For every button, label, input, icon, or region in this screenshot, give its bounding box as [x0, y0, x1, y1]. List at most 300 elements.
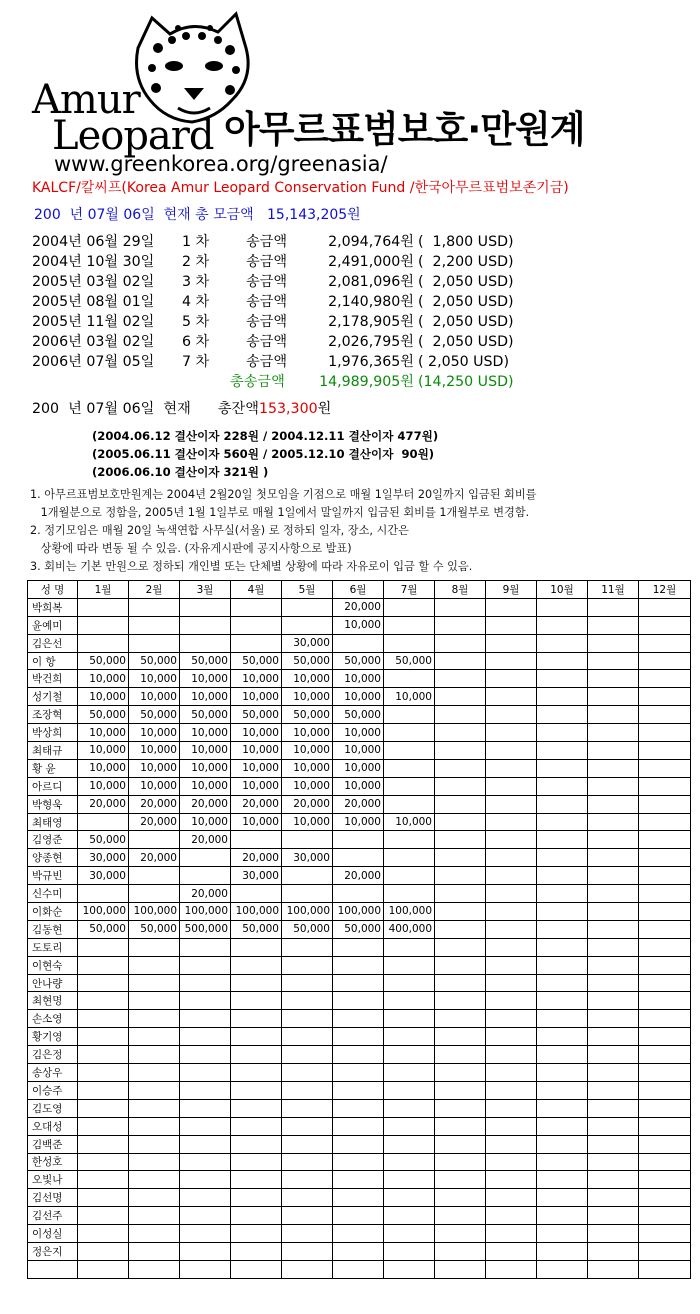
- transfer-date: 2006년 03월 02일: [32, 334, 155, 350]
- dues-cell: [588, 724, 639, 742]
- logo-url[interactable]: www.greenkorea.org/greenasia/: [54, 152, 388, 176]
- dues-cell: [537, 1225, 588, 1243]
- dues-cell: [486, 688, 537, 706]
- dues-cell: [486, 759, 537, 777]
- interest-line: (2004.06.12 결산이자 228원 / 2004.12.11 결산이자 477원): [92, 429, 439, 443]
- dues-cell: [588, 974, 639, 992]
- dues-cell: [384, 706, 435, 724]
- dues-cell: [486, 849, 537, 867]
- dues-cell: 50,000: [129, 652, 180, 670]
- table-row: [28, 867, 691, 885]
- dues-cell: [78, 1046, 129, 1064]
- dues-cell: [129, 1135, 180, 1153]
- dues-cell: 10,000: [231, 688, 282, 706]
- dues-cell: [639, 1171, 691, 1189]
- dues-cell: [537, 795, 588, 813]
- dues-cell: [435, 1117, 486, 1135]
- dues-cell: [537, 885, 588, 903]
- dues-cell: [282, 1153, 333, 1171]
- dues-cell: [78, 1260, 129, 1278]
- interest-notes: [92, 427, 438, 481]
- dues-cell: [639, 1010, 691, 1028]
- table-row: [28, 1117, 691, 1135]
- dues-cell: [537, 849, 588, 867]
- table-row: [28, 1099, 691, 1117]
- dues-cell: [588, 1081, 639, 1099]
- transfer-amount: 2,081,096원: [328, 274, 414, 290]
- dues-cell: [78, 1028, 129, 1046]
- dues-cell: [537, 867, 588, 885]
- dues-cell: [588, 616, 639, 634]
- dues-cell: 10,000: [333, 616, 384, 634]
- dues-cell: [78, 1010, 129, 1028]
- dues-cell: [537, 1260, 588, 1278]
- dues-cell: [384, 1225, 435, 1243]
- dues-cell: 10,000: [231, 670, 282, 688]
- dues-cell: [588, 1135, 639, 1153]
- dues-cell: [639, 849, 691, 867]
- dues-cell: [537, 1135, 588, 1153]
- dues-cell: [537, 1242, 588, 1260]
- transfer-usd: ( 2,050 USD): [418, 354, 510, 370]
- dues-cell: [639, 1242, 691, 1260]
- transfer-usd: ( 1,800 USD): [418, 234, 514, 250]
- dues-cell: 10,000: [333, 742, 384, 760]
- transfer-label: 송금액: [246, 334, 288, 350]
- table-row: [28, 652, 691, 670]
- dues-cell: [435, 956, 486, 974]
- dues-cell: [435, 974, 486, 992]
- table-row: [28, 1153, 691, 1171]
- dues-cell: 50,000: [333, 920, 384, 938]
- dues-cell: 50,000: [78, 652, 129, 670]
- dues-cell: 10,000: [129, 777, 180, 795]
- dues-cell: [639, 831, 691, 849]
- dues-cell: [384, 956, 435, 974]
- dues-cell: [537, 634, 588, 652]
- dues-cell: [282, 1028, 333, 1046]
- column-header-month: 8월: [435, 581, 486, 599]
- dues-cell: [639, 706, 691, 724]
- dues-cell: [384, 1242, 435, 1260]
- dues-cell: [435, 1028, 486, 1046]
- dues-cell: 50,000: [282, 706, 333, 724]
- dues-cell: [639, 1046, 691, 1064]
- dues-cell: [384, 1046, 435, 1064]
- transfer-usd: ( 2,200 USD): [418, 254, 514, 270]
- table-row: [28, 1064, 691, 1082]
- logo-korean-title: 아무르표범보호·만원계: [224, 108, 585, 151]
- table-header-row: [28, 581, 691, 599]
- balance-prefix: 200 년 07월 06일 현재 총잔액: [32, 401, 259, 417]
- dues-cell: [78, 1242, 129, 1260]
- dues-cell: [333, 1099, 384, 1117]
- dues-cell: [639, 1189, 691, 1207]
- dues-cell: [537, 1081, 588, 1099]
- dues-cell: [333, 1207, 384, 1225]
- dues-cell: 10,000: [231, 777, 282, 795]
- dues-cell: [231, 1153, 282, 1171]
- dues-cell: 30,000: [282, 634, 333, 652]
- dues-cell: 10,000: [384, 813, 435, 831]
- dues-cell: [588, 1028, 639, 1046]
- dues-cell: [78, 1064, 129, 1082]
- dues-cell: [639, 992, 691, 1010]
- dues-cell: [639, 652, 691, 670]
- dues-cell: [180, 1207, 231, 1225]
- dues-cell: [78, 938, 129, 956]
- table-row: [28, 1028, 691, 1046]
- dues-cell: 100,000: [333, 903, 384, 921]
- member-name-cell: 이 항: [28, 652, 78, 670]
- dues-cell: [129, 1242, 180, 1260]
- dues-cell: [435, 670, 486, 688]
- dues-cell: 10,000: [180, 813, 231, 831]
- dues-cell: [180, 598, 231, 616]
- dues-cell: [282, 938, 333, 956]
- dues-cell: 10,000: [282, 759, 333, 777]
- member-name-cell: 이화순: [28, 903, 78, 921]
- table-row: [28, 938, 691, 956]
- dues-cell: [639, 1064, 691, 1082]
- dues-cell: [231, 634, 282, 652]
- dues-cell: [78, 616, 129, 634]
- dues-cell: 10,000: [333, 777, 384, 795]
- dues-cell: 400,000: [384, 920, 435, 938]
- table-row: [28, 1135, 691, 1153]
- dues-cell: [180, 867, 231, 885]
- dues-cell: [384, 1207, 435, 1225]
- transfer-date: 2005년 03월 02일: [32, 274, 155, 290]
- dues-cell: [639, 938, 691, 956]
- dues-cell: [588, 1010, 639, 1028]
- member-name-cell: 양종현: [28, 849, 78, 867]
- dues-cell: [78, 1189, 129, 1207]
- dues-cell: [78, 1153, 129, 1171]
- dues-cell: [639, 1117, 691, 1135]
- dues-cell: [384, 724, 435, 742]
- dues-cell: 100,000: [282, 903, 333, 921]
- dues-cell: [78, 956, 129, 974]
- balance-amount: 153,300: [258, 401, 318, 417]
- dues-cell: [639, 974, 691, 992]
- transfer-label: 송금액: [246, 274, 288, 290]
- dues-cell: [639, 1135, 691, 1153]
- member-name-cell: 박상희: [28, 724, 78, 742]
- dues-cell: [639, 634, 691, 652]
- dues-cell: [333, 1028, 384, 1046]
- transfer-amount: 2,094,764원: [328, 234, 414, 250]
- dues-cell: [333, 1081, 384, 1099]
- dues-cell: [180, 634, 231, 652]
- dues-cell: [537, 670, 588, 688]
- dues-cell: [486, 1207, 537, 1225]
- transfer-usd: ( 2,050 USD): [418, 314, 514, 330]
- dues-cell: [180, 1010, 231, 1028]
- dues-cell: [435, 706, 486, 724]
- dues-cell: [384, 1135, 435, 1153]
- dues-cell: [588, 956, 639, 974]
- dues-cell: 10,000: [282, 670, 333, 688]
- table-row: [28, 956, 691, 974]
- dues-cell: [486, 1135, 537, 1153]
- dues-cell: [588, 1225, 639, 1243]
- table-row: [28, 831, 691, 849]
- member-name-cell: 박건희: [28, 670, 78, 688]
- dues-cell: [588, 795, 639, 813]
- dues-cell: 20,000: [129, 795, 180, 813]
- transfer-usd: ( 2,050 USD): [418, 334, 514, 350]
- dues-cell: [537, 652, 588, 670]
- dues-cell: [129, 885, 180, 903]
- dues-cell: [180, 1135, 231, 1153]
- dues-cell: [333, 1242, 384, 1260]
- member-name-cell: 성기철: [28, 688, 78, 706]
- dues-cell: [180, 1064, 231, 1082]
- dues-cell: [639, 795, 691, 813]
- dues-cell: [435, 1225, 486, 1243]
- dues-cell: [333, 1010, 384, 1028]
- member-name-cell: 박형욱: [28, 795, 78, 813]
- dues-cell: [588, 1117, 639, 1135]
- member-name-cell: 한성호: [28, 1153, 78, 1171]
- dues-cell: [180, 992, 231, 1010]
- transfer-date: 2006년 07월 05일: [32, 354, 155, 370]
- dues-cell: 10,000: [231, 724, 282, 742]
- dues-cell: [588, 1207, 639, 1225]
- dues-cell: [78, 634, 129, 652]
- dues-cell: 20,000: [333, 598, 384, 616]
- member-name-cell: 안나량: [28, 974, 78, 992]
- dues-cell: [639, 885, 691, 903]
- dues-cell: [282, 1207, 333, 1225]
- dues-cell: 10,000: [282, 742, 333, 760]
- dues-cell: 50,000: [282, 920, 333, 938]
- dues-cell: [129, 634, 180, 652]
- dues-cell: [588, 1153, 639, 1171]
- dues-cell: [486, 992, 537, 1010]
- dues-cell: 10,000: [282, 777, 333, 795]
- dues-cell: [384, 1099, 435, 1117]
- dues-cell: [435, 938, 486, 956]
- dues-cell: [282, 867, 333, 885]
- transfer-amount: 1,976,365원: [328, 354, 414, 370]
- member-name-cell: 황 윤: [28, 759, 78, 777]
- dues-cell: [129, 1189, 180, 1207]
- dues-cell: [333, 1153, 384, 1171]
- dues-cell: 10,000: [180, 670, 231, 688]
- dues-cell: [231, 992, 282, 1010]
- dues-cell: [537, 903, 588, 921]
- dues-cell: [129, 1064, 180, 1082]
- note-line: 1개월분으로 정함을, 2005년 1월 1일부로 매월 1일에서 말일까지 입금된 회비를 1개월부로 변경함.: [30, 506, 530, 519]
- table-row: [28, 706, 691, 724]
- dues-cell: 10,000: [78, 724, 129, 742]
- dues-cell: [435, 992, 486, 1010]
- dues-cell: [384, 795, 435, 813]
- dues-cell: [588, 652, 639, 670]
- dues-cell: [537, 831, 588, 849]
- dues-cell: [537, 742, 588, 760]
- dues-cell: [231, 1225, 282, 1243]
- transfer-order: 4 차: [182, 294, 210, 310]
- table-row: [28, 992, 691, 1010]
- dues-cell: [333, 974, 384, 992]
- dues-cell: 50,000: [78, 920, 129, 938]
- dues-cell: [180, 1099, 231, 1117]
- dues-cell: [282, 1189, 333, 1207]
- dues-cell: [384, 1189, 435, 1207]
- dues-cell: [231, 938, 282, 956]
- dues-cell: [486, 1117, 537, 1135]
- dues-cell: 10,000: [231, 742, 282, 760]
- table-row: [28, 813, 691, 831]
- dues-cell: 50,000: [384, 652, 435, 670]
- dues-cell: [180, 1081, 231, 1099]
- table-row: [28, 670, 691, 688]
- member-name-cell: 오대성: [28, 1117, 78, 1135]
- dues-cell: [282, 992, 333, 1010]
- dues-cell: [588, 920, 639, 938]
- transfer-date: 2005년 08월 01일: [32, 294, 155, 310]
- dues-cell: 10,000: [78, 742, 129, 760]
- dues-cell: [384, 992, 435, 1010]
- note-line: 1. 아무르표범보호만원계는 2004년 2월20일 첫모임을 기점으로 매월 1일부터 20일까지 입금된 회비를: [30, 488, 537, 501]
- dues-cell: [435, 1171, 486, 1189]
- dues-cell: [588, 598, 639, 616]
- dues-cell: [486, 742, 537, 760]
- interest-line: (2006.06.10 결산이자 321원 ): [92, 465, 269, 479]
- dues-cell: [384, 616, 435, 634]
- dues-cell: [129, 974, 180, 992]
- member-name-cell: 김백준: [28, 1135, 78, 1153]
- dues-cell: [486, 724, 537, 742]
- dues-cell: [435, 598, 486, 616]
- dues-cell: [486, 831, 537, 849]
- member-name-cell: 최태영: [28, 813, 78, 831]
- dues-cell: [129, 1010, 180, 1028]
- dues-cell: [639, 1028, 691, 1046]
- member-name-cell: 박희복: [28, 598, 78, 616]
- transfer-date: 2005년 11월 02일: [32, 314, 155, 330]
- transfer-order: 6 차: [182, 334, 210, 350]
- dues-cell: 10,000: [180, 688, 231, 706]
- dues-cell: [588, 938, 639, 956]
- dues-cell: [282, 1117, 333, 1135]
- table-row: [28, 1081, 691, 1099]
- dues-cell: [435, 1260, 486, 1278]
- column-header-month: 4월: [231, 581, 282, 599]
- dues-cell: [486, 1081, 537, 1099]
- dues-cell: 10,000: [129, 670, 180, 688]
- dues-cell: [435, 1242, 486, 1260]
- table-row: [28, 795, 691, 813]
- interest-line: (2005.06.11 결산이자 560원 / 2005.12.10 결산이자 90원): [92, 447, 435, 461]
- dues-cell: [78, 1225, 129, 1243]
- column-header-month: 2월: [129, 581, 180, 599]
- member-name-cell: 정은지: [28, 1242, 78, 1260]
- dues-cell: [333, 1260, 384, 1278]
- dues-cell: 50,000: [282, 652, 333, 670]
- dues-cell: [282, 1081, 333, 1099]
- dues-cell: [180, 1225, 231, 1243]
- dues-cell: 20,000: [129, 849, 180, 867]
- dues-cell: [435, 795, 486, 813]
- member-name-cell: 최현명: [28, 992, 78, 1010]
- dues-cell: 20,000: [129, 813, 180, 831]
- dues-cell: [180, 616, 231, 634]
- column-header-month: 6월: [333, 581, 384, 599]
- dues-cell: 500,000: [180, 920, 231, 938]
- dues-cell: [282, 1260, 333, 1278]
- dues-cell: [180, 974, 231, 992]
- dues-cell: [231, 1117, 282, 1135]
- dues-cell: [231, 1135, 282, 1153]
- dues-cell: [639, 1225, 691, 1243]
- transfer-order: 3 차: [182, 274, 210, 290]
- dues-cell: [333, 938, 384, 956]
- dues-cell: [537, 706, 588, 724]
- dues-cell: 10,000: [231, 813, 282, 831]
- dues-cell: 30,000: [78, 867, 129, 885]
- dues-cell: [435, 616, 486, 634]
- dues-cell: [435, 1099, 486, 1117]
- dues-cell: [282, 1099, 333, 1117]
- dues-cell: [180, 1260, 231, 1278]
- column-header-month: 3월: [180, 581, 231, 599]
- dues-cell: [435, 831, 486, 849]
- transfer-amount: 2,026,795원: [328, 334, 414, 350]
- dues-cell: [129, 1099, 180, 1117]
- table-row: [28, 1171, 691, 1189]
- dues-cell: 20,000: [180, 885, 231, 903]
- member-name-cell: 김은선: [28, 634, 78, 652]
- transfer-usd: ( 2,050 USD): [418, 274, 514, 290]
- dues-cell: 10,000: [78, 670, 129, 688]
- dues-cell: 10,000: [282, 724, 333, 742]
- dues-cell: [384, 831, 435, 849]
- dues-cell: [639, 759, 691, 777]
- dues-cell: 20,000: [333, 795, 384, 813]
- dues-cell: [384, 598, 435, 616]
- dues-cell: [231, 598, 282, 616]
- dues-cell: [78, 992, 129, 1010]
- transfer-label: 송금액: [246, 354, 288, 370]
- dues-cell: 10,000: [333, 724, 384, 742]
- dues-cell: [639, 688, 691, 706]
- transfer-amount: 2,140,980원: [328, 294, 414, 310]
- table-row: [28, 903, 691, 921]
- dues-cell: [588, 634, 639, 652]
- dues-cell: 30,000: [282, 849, 333, 867]
- logo: [28, 8, 588, 176]
- dues-cell: [537, 992, 588, 1010]
- dues-cell: 50,000: [231, 706, 282, 724]
- dues-cell: [486, 813, 537, 831]
- member-name-cell: 김은정: [28, 1046, 78, 1064]
- dues-cell: [129, 1260, 180, 1278]
- dues-cell: [231, 1064, 282, 1082]
- dues-cell: [180, 1171, 231, 1189]
- dues-cell: 100,000: [180, 903, 231, 921]
- dues-cell: [537, 1153, 588, 1171]
- dues-cell: [180, 1046, 231, 1064]
- dues-cell: 10,000: [78, 688, 129, 706]
- dues-cell: 10,000: [180, 759, 231, 777]
- dues-cell: [180, 956, 231, 974]
- member-name-cell: 이승주: [28, 1081, 78, 1099]
- dues-cell: 10,000: [129, 759, 180, 777]
